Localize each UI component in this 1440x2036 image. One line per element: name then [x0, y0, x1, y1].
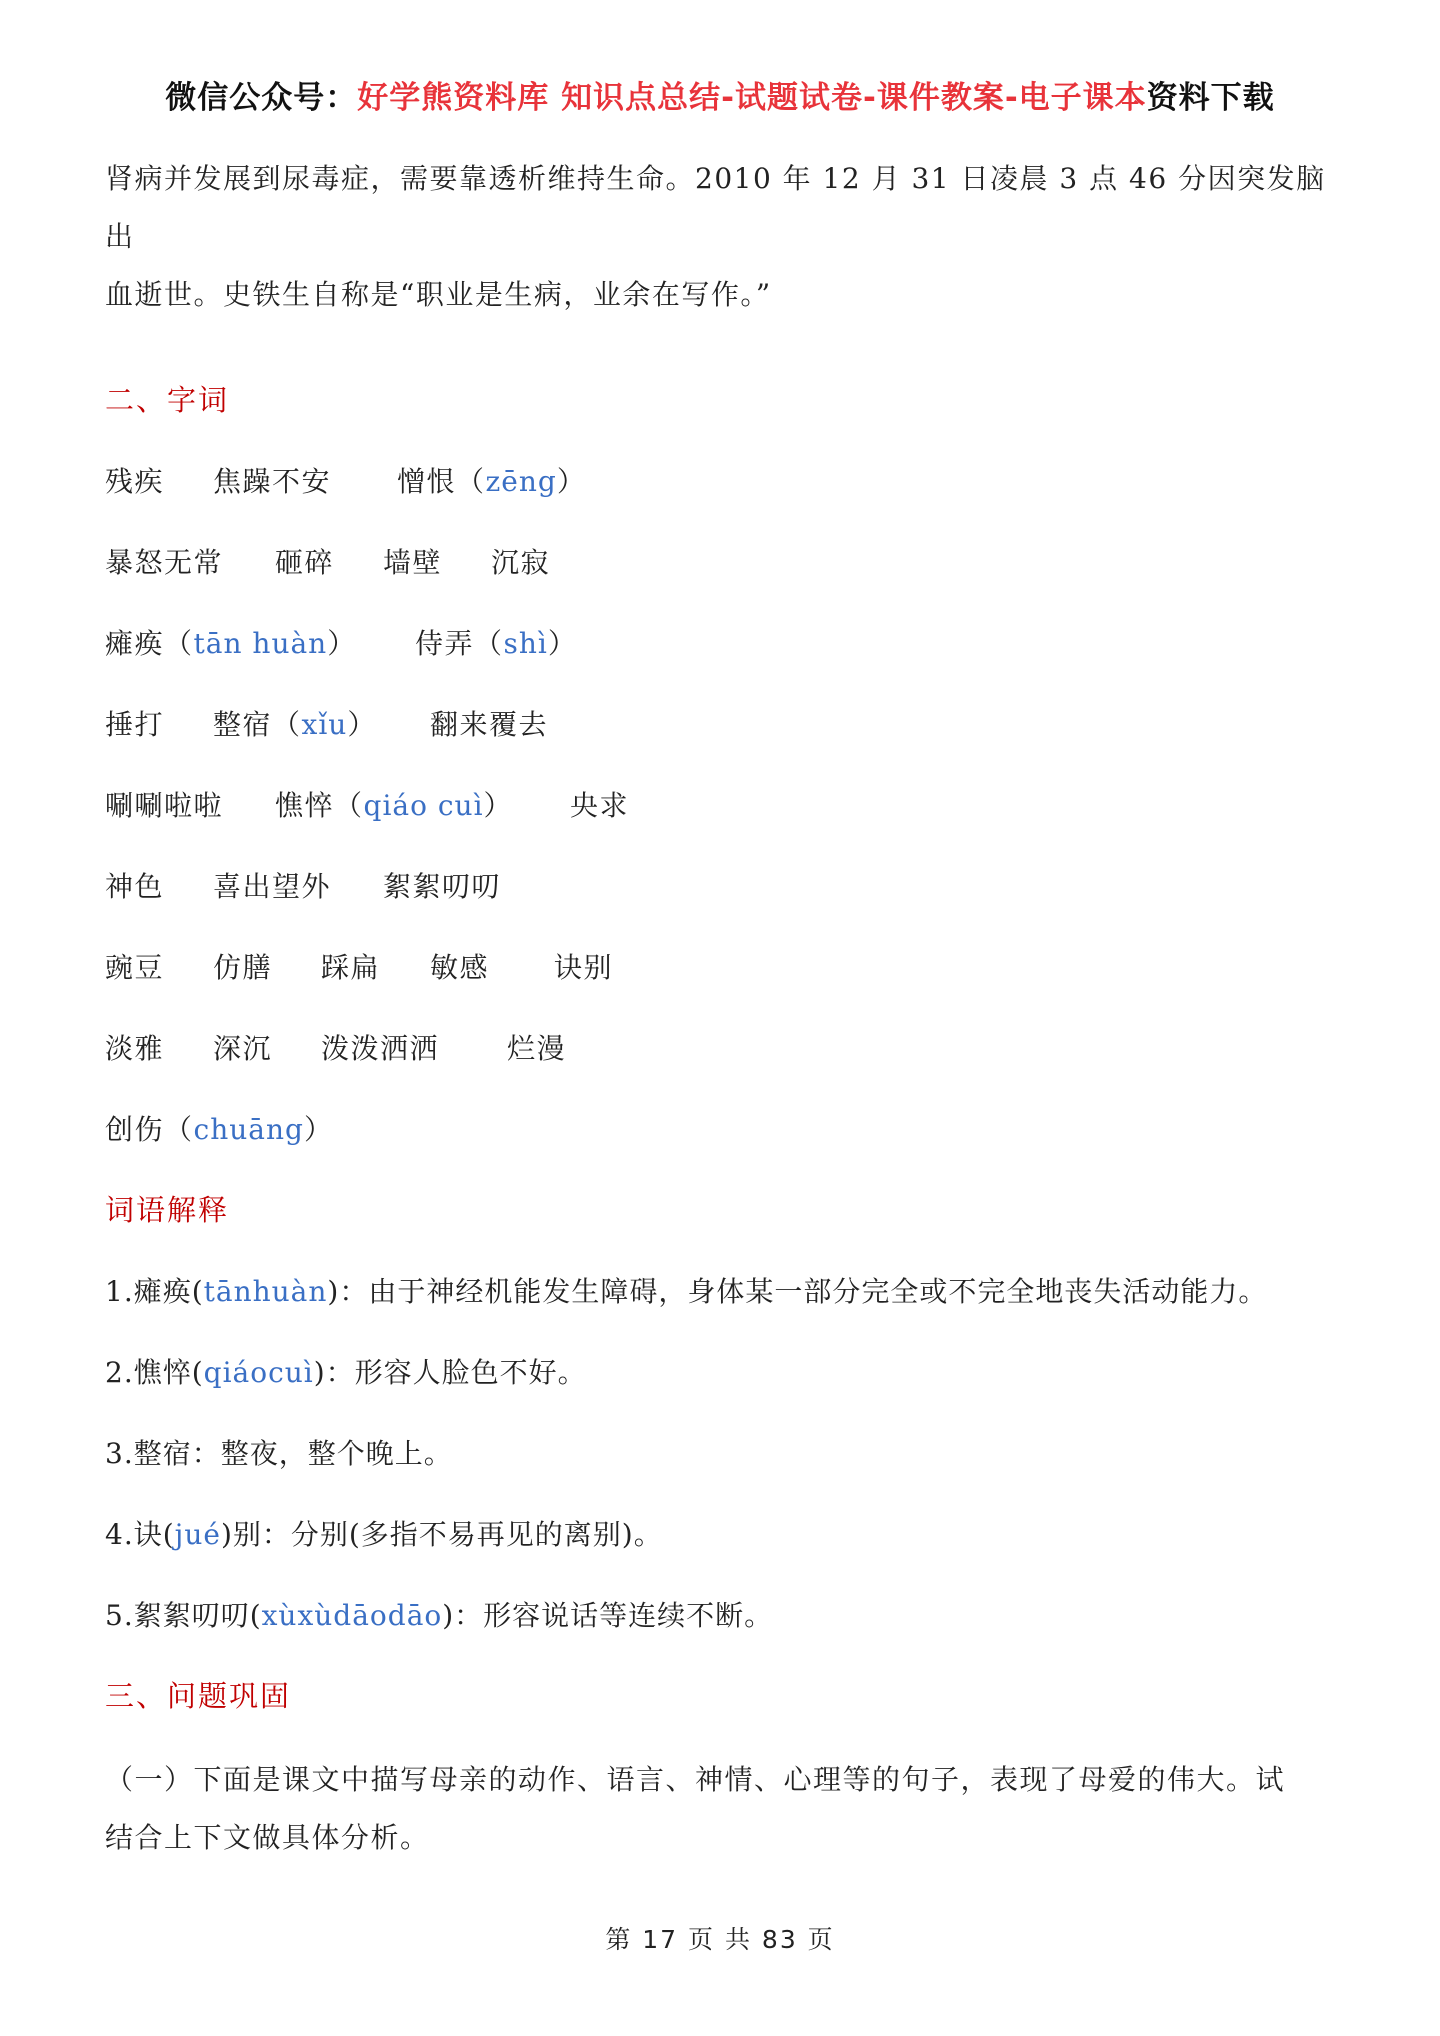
vocab-word: 翻来覆去	[430, 708, 549, 741]
vocab-word: 沉寂	[491, 546, 551, 579]
glossary-item: 1.瘫痪(tānhuàn)：由于神经机能发生障碍，身体某一部分完全或不完全地丧失活动能力。	[105, 1275, 1268, 1308]
glossary-heading: 词语解释	[105, 1193, 230, 1227]
vocab-word: 瘫痪（tān huàn）	[105, 627, 357, 660]
vocab-word: 残疾	[105, 465, 165, 498]
glossary-item: 4.诀(jué)别：分别(多指不易再见的离别)。	[105, 1518, 663, 1551]
pinyin: zēng	[485, 465, 557, 498]
question-line-2: 结合上下文做具体分析。	[105, 1821, 430, 1854]
intro-line-2: 血逝世。史铁生自称是“职业是生病，业余在写作。”	[105, 278, 772, 311]
pinyin: qiáo cuì	[363, 789, 484, 822]
vocab-word: 仿膳	[213, 951, 273, 984]
intro-paragraph	[105, 150, 1345, 324]
vocab-word: 喜出望外	[213, 870, 332, 903]
vocab-word: 创伤（chuāng）	[105, 1113, 334, 1146]
vocab-word: 央求	[570, 789, 630, 822]
vocab-word: 淡雅	[105, 1032, 165, 1065]
vocab-word: 捶打	[105, 708, 165, 741]
glossary-item: 5.絮絮叨叨(xùxùdāodāo)：形容说话等连续不断。	[105, 1599, 774, 1632]
question-line-1: （一）下面是课文中描写母亲的动作、语言、神情、心理等的句子，表现了母爱的伟大。试	[105, 1763, 1286, 1796]
pinyin: xǐu	[301, 708, 348, 741]
glossary-item: 2.憔悴(qiáocuì)：形容人脸色不好。	[105, 1356, 587, 1389]
pinyin: tān huàn	[193, 627, 328, 660]
vocab-word: 诀别	[554, 951, 614, 984]
question-paragraph	[105, 1751, 1345, 1867]
vocab-word: 泼泼洒洒	[321, 1032, 440, 1065]
pinyin: tānhuàn	[203, 1275, 328, 1308]
vocab-word: 豌豆	[105, 951, 165, 984]
intro-line-1: 肾病并发展到尿毒症，需要靠透析维持生命。2010 年 12 月 31 日凌晨 3 点 46 分因突发脑出	[105, 162, 1326, 253]
vocab-word: 憔悴（qiáo cuì）	[275, 789, 514, 822]
pinyin: chuāng	[193, 1113, 304, 1146]
section-heading-questions: 三、问题巩固	[105, 1679, 292, 1713]
vocab-word: 神色	[105, 870, 165, 903]
vocab-word: 憎恨（zēng）	[397, 465, 587, 498]
vocab-word: 焦躁不安	[213, 465, 332, 498]
pinyin: jué	[174, 1518, 221, 1551]
vocab-word: 深沉	[213, 1032, 273, 1065]
banner-prefix: 微信公众号：	[165, 80, 358, 116]
vocab-word: 踩扁	[321, 951, 381, 984]
pinyin: shì	[503, 627, 548, 660]
vocab-word: 暴怒无常	[105, 546, 224, 579]
banner-suffix: 资料下载	[1146, 80, 1275, 116]
vocab-word: 唰唰啦啦	[105, 789, 224, 822]
vocab-word: 烂漫	[507, 1032, 567, 1065]
section-heading-vocab: 二、字词	[105, 383, 230, 417]
pinyin: xùxùdāodāo	[261, 1599, 443, 1632]
vocab-word: 墙壁	[383, 546, 443, 579]
vocab-word: 絮絮叨叨	[383, 870, 502, 903]
vocab-word: 敏感	[430, 951, 490, 984]
vocab-word: 砸碎	[275, 546, 335, 579]
pinyin: qiáocuì	[203, 1356, 314, 1389]
glossary-item: 3.整宿：整夜，整个晚上。	[105, 1437, 453, 1470]
page-number: 第 17 页 共 83 页	[605, 1925, 835, 1954]
banner-red-text: 好学熊资料库 知识点总结-试题试卷-课件教案-电子课本	[357, 80, 1147, 116]
vocab-word: 侍弄（shì）	[415, 627, 578, 660]
header-banner	[0, 72, 1440, 117]
vocab-word: 整宿（xǐu）	[213, 708, 377, 741]
